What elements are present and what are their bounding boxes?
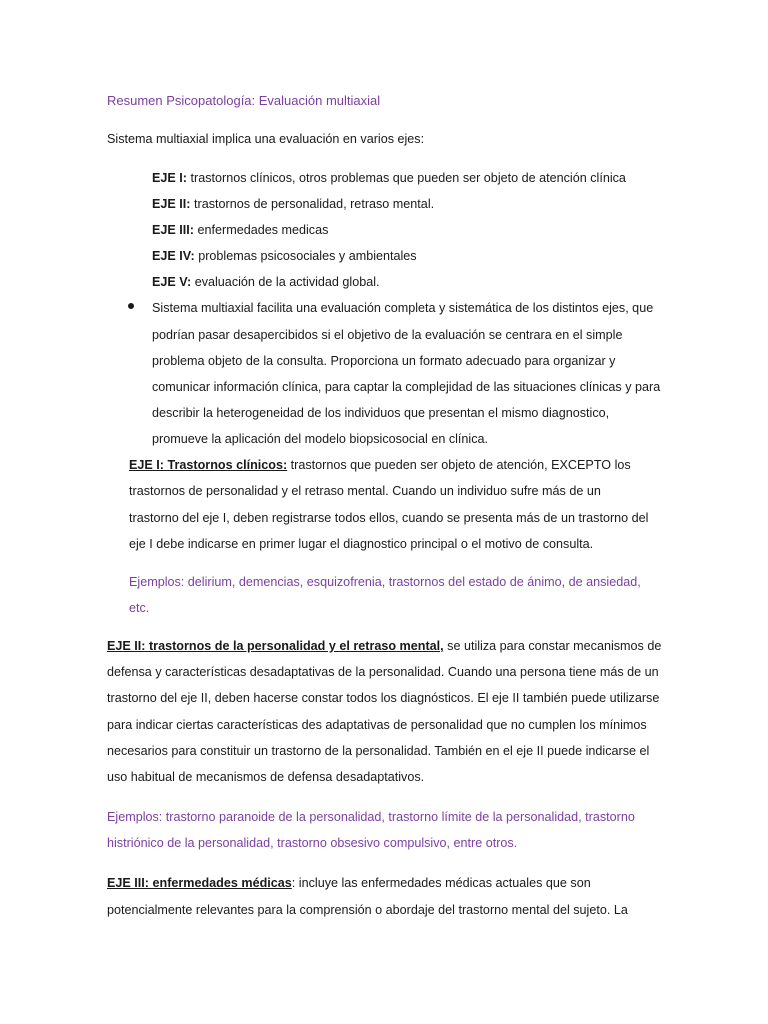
eje2-paragraph-line: uso habitual de mecanismos de defensa desadaptativos. [107,770,425,784]
bullet-line: describir la heterogeneidad de los individuos que presentan el mismo diagnostico, [152,406,610,420]
axis-item [152,248,417,264]
bullet-icon [128,303,134,309]
document-title: Resumen Psicopatología: Evaluación multiaxial [107,93,381,108]
axis-text: enfermedades medicas [194,223,329,237]
axis-item [152,170,626,186]
eje1-examples: etc. [129,601,150,615]
axis-label: EJE I: [152,171,187,185]
eje1-paragraph-line [129,457,631,473]
eje1-paragraph-line: eje I debe indicarse en primer lugar el diagnostico principal o el motivo de consulta. [129,537,594,551]
axis-item [152,274,380,290]
axis-text: trastornos clínicos, otros problemas que pueden ser objeto de atención clínica [187,171,626,185]
axis-label: EJE III: [152,223,194,237]
axis-item [152,196,434,212]
eje3-paragraph-line [107,875,591,891]
intro-text: Sistema multiaxial implica una evaluación en varios ejes: [107,132,425,146]
eje1-heading: EJE I: Trastornos clínicos: [129,458,288,472]
bullet-line: Sistema multiaxial facilita una evaluación completa y sistemática de los distintos ejes, que [152,301,654,315]
axis-text: problemas psicosociales y ambientales [194,249,417,263]
axis-label: EJE V: [152,275,192,289]
axis-text: evaluación de la actividad global. [191,275,380,289]
bullet-line: problema objeto de la consulta. Proporciona un formato adecuado para organizar y [152,354,616,368]
eje1-paragraph-line: trastorno del eje I, deben registrarse todos ellos, cuando se presenta más de un trastorno del [129,511,649,525]
eje1-text: trastornos que pueden ser objeto de atención, EXCEPTO los [287,458,631,472]
eje2-heading: EJE II: trastornos de la personalidad y el retraso mental, [107,639,444,653]
eje2-paragraph-line: trastorno del eje II, deben hacerse constar todos los diagnósticos. El eje II también puede utilizarse [107,691,660,705]
eje2-paragraph-line: defensa y características desadaptativas de la personalidad. Cuando una persona tiene más de un [107,665,659,679]
eje2-paragraph-line [107,638,661,654]
eje1-examples: Ejemplos: delirium, demencias, esquizofrenia, trastornos del estado de ánimo, de ansiedad, [129,575,641,589]
bullet-line: podrían pasar desapercibidos si el objetivo de la evaluación se centrara en el simple [152,328,623,342]
eje1-paragraph-line: trastornos de personalidad y el retraso mental. Cuando un individuo sufre más de un [129,484,601,498]
eje3-heading: EJE III: enfermedades médicas [107,876,292,890]
eje2-paragraph-line: necesarios para constituir un trastorno de la personalidad. También en el eje II puede indicarse el [107,744,650,758]
bullet-line: promueve la aplicación del modelo biopsicosocial en clínica. [152,432,489,446]
axis-item [152,222,328,238]
axis-label: EJE II: [152,197,191,211]
axis-text: trastornos de personalidad, retraso mental. [190,197,435,211]
axis-label: EJE IV: [152,249,195,263]
eje2-examples: histriónico de la personalidad, trastorno obsesivo compulsivo, entre otros. [107,836,518,850]
eje2-examples: Ejemplos: trastorno paranoide de la personalidad, trastorno límite de la personalidad, trastorno [107,810,635,824]
eje2-text: se utiliza para constar mecanismos de [443,639,662,653]
eje3-text: : incluye las enfermedades médicas actuales que son [291,876,591,890]
bullet-line: comunicar información clínica, para captar la complejidad de las situaciones clínicas y para [152,380,661,394]
eje3-paragraph-line: potencialmente relevantes para la comprensión o abordaje del trastorno mental del sujeto. La [107,903,628,917]
eje2-paragraph-line: para indicar ciertas características des adaptativas de personalidad que no cumplen los mínimos [107,718,647,732]
